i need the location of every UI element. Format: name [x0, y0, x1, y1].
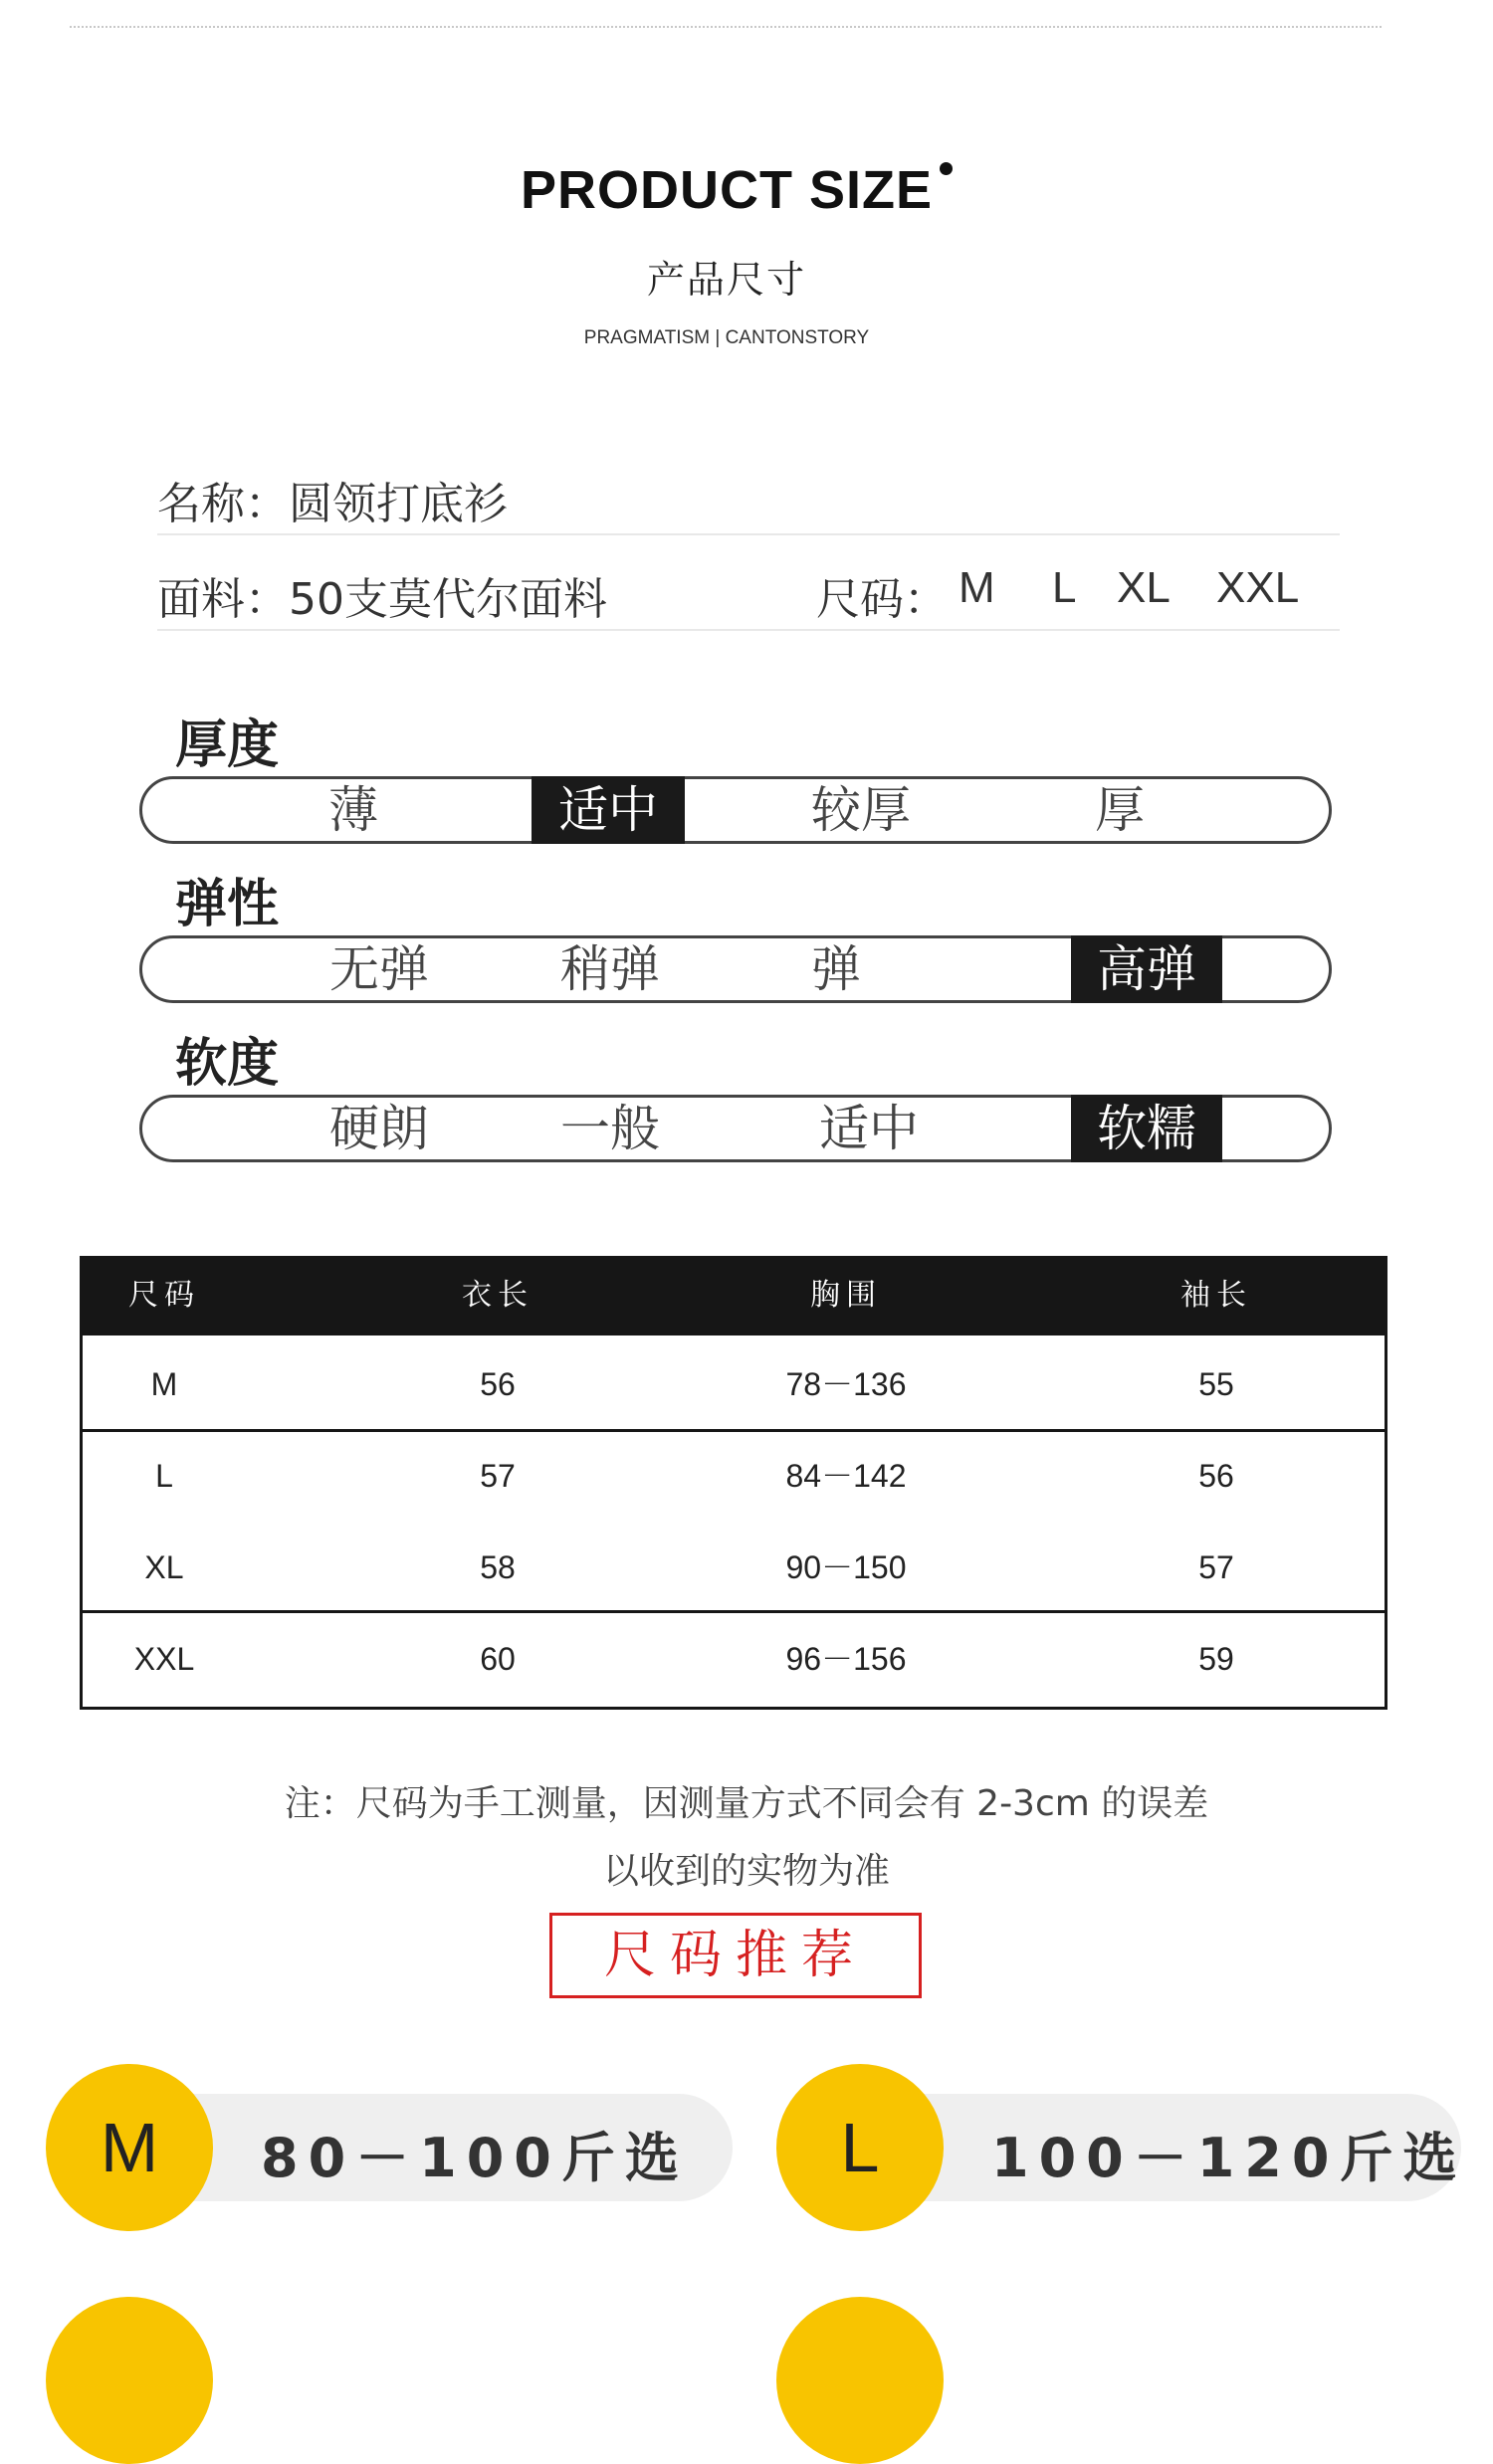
fabric-label: 面料：: [157, 574, 289, 625]
table-cell-size: XL: [144, 1549, 184, 1585]
softness-option-soft-selected: 软糯: [1071, 1095, 1222, 1162]
size-option-m: M: [959, 563, 995, 612]
table-cell-size: XXL: [133, 1641, 195, 1677]
elasticity-option-elastic: 弹: [811, 940, 861, 998]
thickness-option-medium-selected: 适中: [532, 776, 685, 844]
top-dotted-divider: [70, 26, 1382, 28]
table-cell-sleeve: 56: [1198, 1458, 1234, 1494]
elasticity-option-high-selected: 高弹: [1071, 935, 1222, 1003]
table-cell-sleeve: 55: [1198, 1366, 1234, 1402]
table-cell-sleeve: 57: [1198, 1549, 1234, 1585]
thickness-option-thicker: 较厚: [811, 781, 911, 839]
table-cell-chest: 84－142: [785, 1458, 907, 1494]
softness-option-firm: 硬朗: [329, 1100, 429, 1157]
thickness-option-thin: 薄: [328, 781, 378, 839]
table-cell-chest: 90－150: [785, 1549, 907, 1585]
table-cell-size: M: [150, 1366, 178, 1402]
measurement-note: 注：尺码为手工测量，因测量方式不同会有 2-3cm 的误差: [284, 1783, 1209, 1824]
table-cell-length: 58: [480, 1549, 516, 1585]
fabric-row: [157, 563, 607, 627]
size-badge-next: [46, 2297, 213, 2464]
softness-option-medium: 适中: [819, 1100, 919, 1157]
table-cell-length: 57: [480, 1458, 516, 1494]
size-badge-l: L: [776, 2064, 944, 2231]
product-name-row: [157, 468, 508, 531]
page-title-cn: 产品尺寸: [646, 258, 806, 302]
size-badge-next: [776, 2297, 944, 2464]
name-value: 圆领打底衫: [289, 479, 508, 529]
table-header-sleeve: 袖长: [1180, 1278, 1252, 1313]
softness-label: 软度: [175, 1034, 280, 1094]
table-header-size: 尺码: [128, 1278, 200, 1313]
table-cell-size: L: [155, 1458, 173, 1494]
table-cell-chest: 96－156: [785, 1641, 907, 1677]
fabric-value: 50支莫代尔面料: [289, 574, 607, 625]
info-divider: [157, 629, 1340, 631]
measurement-note-2: 以收到的实物为准: [602, 1851, 890, 1892]
recommend-text-m: 80－100斤选: [261, 2127, 689, 2189]
thickness-option-thick: 厚: [1095, 781, 1145, 839]
table-header-chest: 胸围: [810, 1278, 882, 1313]
softness-option-average: 一般: [560, 1100, 660, 1157]
elasticity-option-none: 无弹: [329, 940, 429, 998]
page-title: PRODUCT SIZE: [520, 160, 934, 220]
elasticity-option-slight: 稍弹: [560, 940, 660, 998]
thickness-label: 厚度: [175, 716, 280, 775]
size-recommend-title: 尺码推荐: [549, 1913, 922, 1998]
size-option-xl: XL: [1117, 563, 1171, 612]
size-badge-m: M: [46, 2064, 213, 2231]
table-cell-sleeve: 59: [1198, 1641, 1234, 1677]
elasticity-label: 弹性: [175, 875, 280, 934]
size-label: 尺码：: [816, 574, 948, 625]
size-option-l: L: [1052, 563, 1077, 612]
size-option-xxl: XXL: [1216, 563, 1300, 612]
table-cell-chest: 78－136: [785, 1366, 907, 1402]
page-subtitle: PRAGMATISM | CANTONSTORY: [583, 327, 870, 348]
table-cell-length: 56: [480, 1366, 516, 1402]
name-label: 名称：: [157, 479, 289, 529]
table-header-length: 衣长: [462, 1278, 533, 1313]
info-divider: [157, 533, 1340, 535]
title-dot: [940, 162, 953, 175]
table-cell-length: 60: [480, 1641, 516, 1677]
recommend-text-l: 100－120斤选: [991, 2127, 1467, 2189]
